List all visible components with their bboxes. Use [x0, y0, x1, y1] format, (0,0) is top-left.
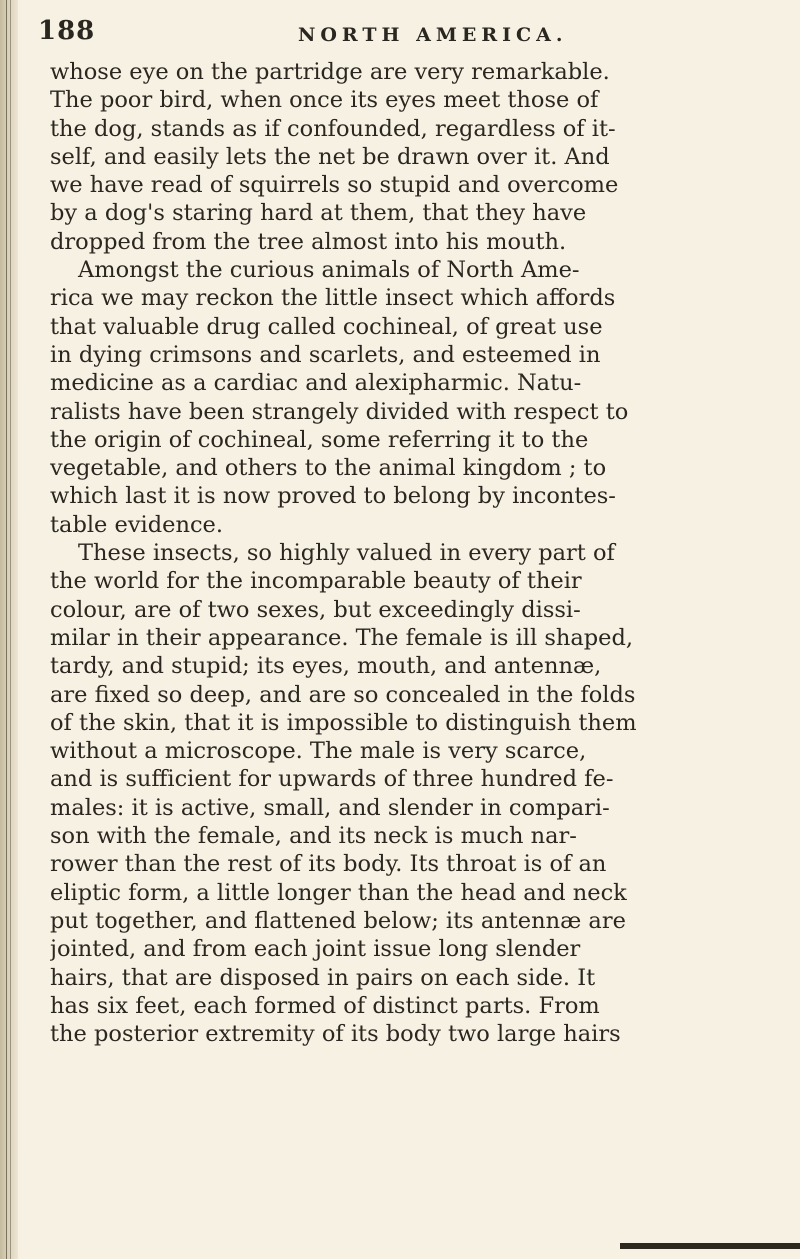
text-line: milar in their appearance. The female is ill shaped,	[50, 624, 634, 651]
text-line: males: it is active, small, and slender in compari-	[50, 794, 610, 821]
text-line: we have read of squirrels so stupid and overcome	[50, 172, 619, 199]
text-line: jointed, and from each joint issue long slender	[50, 936, 581, 963]
paragraph-start-line: Amongst the curious animals of North Ame-	[78, 257, 580, 284]
text-line: rower than the rest of its body. Its throat is of an	[50, 851, 607, 878]
page-gutter	[0, 0, 18, 1259]
text-line: table evidence.	[50, 511, 224, 538]
text-line: The poor bird, when once its eyes meet those of	[50, 87, 599, 114]
text-line: the posterior extremity of its body two large hairs	[50, 1021, 621, 1048]
text-line: in dying crimsons and scarlets, and esteemed in	[50, 341, 601, 368]
text-line: without a microscope. The male is very scarce,	[50, 738, 587, 765]
bottom-edge-shadow	[620, 1243, 800, 1249]
text-line: colour, are of two sexes, but exceedingly dissi-	[50, 596, 581, 623]
text-line: ralists have been strangely divided with respect to	[50, 398, 629, 425]
text-line: the world for the incomparable beauty of their	[50, 568, 582, 595]
text-line: put together, and flattened below; its antennæ are	[50, 907, 626, 934]
text-line: which last it is now proved to belong by incontes-	[50, 483, 616, 510]
paragraph-start-line: These insects, so highly valued in every part of	[78, 540, 615, 567]
text-line: rica we may reckon the little insect which affords	[50, 285, 616, 312]
page-number: 188	[38, 16, 96, 46]
text-line: eliptic form, a little longer than the head and neck	[50, 879, 627, 906]
text-line: self, and easily lets the net be drawn over it. And	[50, 143, 610, 170]
text-line: that valuable drug called cochineal, of great use	[50, 313, 603, 340]
page-header	[38, 12, 778, 52]
binding-line	[6, 0, 7, 1259]
text-line: hairs, that are disposed in pairs on each side. It	[50, 964, 596, 991]
binding-line-inner	[10, 0, 11, 1259]
text-line: by a dog's staring hard at them, that they have	[50, 200, 587, 227]
text-line: has six feet, each formed of distinct parts. From	[50, 992, 600, 1019]
text-line: medicine as a cardiac and alexipharmic. Natu-	[50, 370, 582, 397]
text-line: tardy, and stupid; its eyes, mouth, and antennæ,	[50, 653, 602, 680]
text-line: of the skin, that it is impossible to distinguish them	[50, 709, 637, 736]
text-line: are fixed so deep, and are so concealed in the folds	[50, 681, 636, 708]
text-line: vegetable, and others to the animal kingdom ; to	[50, 455, 607, 482]
text-line: and is sufficient for upwards of three hundred fe-	[50, 766, 614, 793]
text-line: whose eye on the partridge are very remarkable.	[50, 59, 610, 85]
text-line: the dog, stands as if confounded, regardless of it-	[50, 115, 616, 142]
text-line: the origin of cochineal, some referring it to the	[50, 426, 589, 453]
text-line: son with the female, and its neck is much nar-	[50, 823, 577, 850]
body-text	[50, 58, 780, 1048]
text-line: dropped from the tree almost into his mouth.	[50, 228, 567, 255]
running-head: NORTH AMERICA.	[298, 24, 568, 46]
